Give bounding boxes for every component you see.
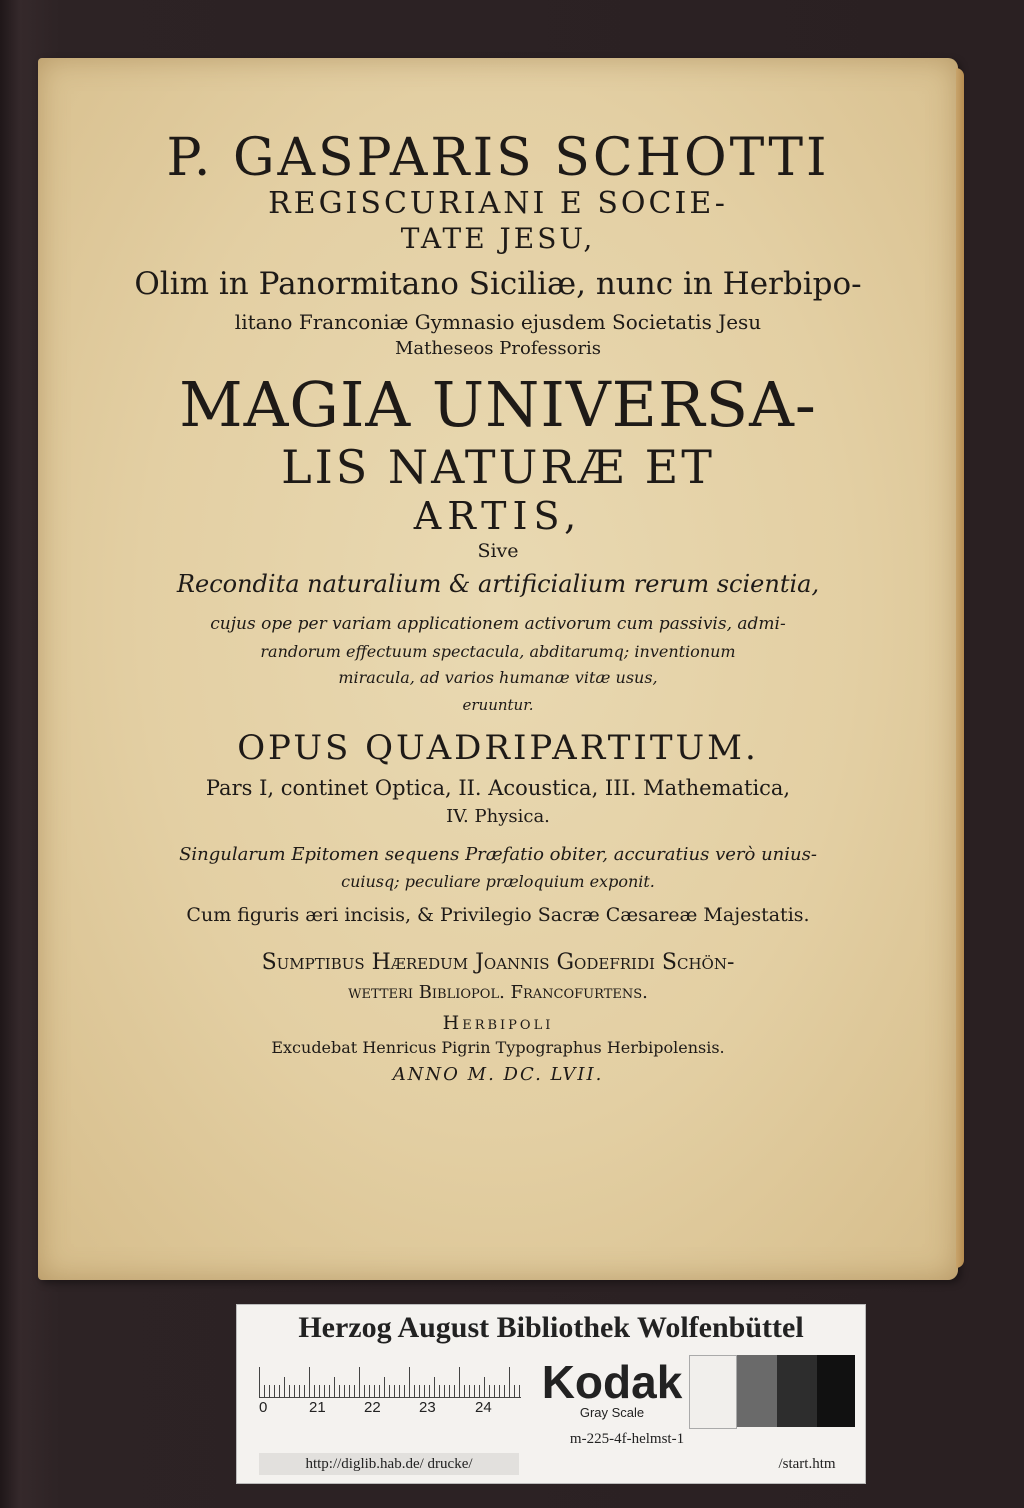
ruler-tick <box>514 1385 515 1397</box>
ruler-tick <box>429 1385 430 1397</box>
gray-strip-mid <box>737 1355 777 1427</box>
work-type: OPUS QUADRIPARTITUM. <box>237 728 759 768</box>
ruler-tick <box>444 1385 445 1397</box>
ruler-tick <box>319 1385 320 1397</box>
author-position-line-3: Matheseos Professoris <box>394 338 602 359</box>
ruler-tick <box>439 1385 440 1397</box>
ruler-tick <box>379 1385 380 1397</box>
printer-line: Excudebat Henricus Pigrin Typographus Herbipolensis. <box>271 1038 725 1057</box>
subtitle-line-2: cujus ope per variam applicationem activorum cum passivis, admi- <box>210 614 786 634</box>
ruler-tick <box>354 1385 355 1397</box>
title-page <box>38 58 958 1280</box>
ruler-tick <box>269 1385 270 1397</box>
ruler-tick <box>299 1385 300 1397</box>
ruler-tick <box>399 1385 400 1397</box>
ruler-tick <box>284 1377 285 1397</box>
card-url-left: http://diglib.hab.de/ drucke/ <box>259 1453 519 1475</box>
ruler-tick <box>519 1385 520 1397</box>
subtitle-line-5: eruuntur. <box>462 696 534 714</box>
ruler-tick <box>419 1385 420 1397</box>
gray-strip-dark <box>777 1355 817 1427</box>
gray-scale-strips <box>689 1355 855 1427</box>
ruler-tick <box>344 1385 345 1397</box>
ruler-tick <box>259 1367 260 1397</box>
ruler-tick <box>314 1385 315 1397</box>
author-position-line-1: Olim in Panormitano Siciliæ, nunc in Herbipo- <box>134 266 862 302</box>
ruler-tick <box>424 1385 425 1397</box>
subtitle-line-3: randorum effectuum spectacula, abditarumq; inventionum <box>260 642 736 661</box>
ruler-tick <box>279 1385 280 1397</box>
ruler-tick <box>264 1385 265 1397</box>
ruler-number: 0 <box>259 1399 268 1416</box>
imprint-place: Herbipoli <box>442 1012 554 1034</box>
ruler-tick <box>414 1385 415 1397</box>
kodak-logo: Kodak <box>541 1356 683 1408</box>
ruler-tick <box>459 1367 460 1397</box>
card-url-right: /start.htm <box>778 1456 836 1472</box>
ruler-tick <box>504 1385 505 1397</box>
ruler-tick <box>469 1385 470 1397</box>
ruler-tick <box>359 1367 360 1397</box>
contents-line-2: IV. Physica. <box>446 806 550 827</box>
main-title-line-3: ARTIS, <box>413 494 583 538</box>
ruler-tick <box>374 1385 375 1397</box>
imprint-year: ANNO M. DC. LVII. <box>392 1064 604 1085</box>
ruler-tick <box>364 1385 365 1397</box>
ruler-number: 22 <box>364 1399 381 1416</box>
ruler-tick <box>479 1385 480 1397</box>
ruler-number: 23 <box>419 1399 436 1416</box>
card-title: Herzog August Bibliothek Wolfenbüttel <box>298 1311 804 1344</box>
ruler-tick <box>384 1377 385 1397</box>
ruler-tick <box>489 1385 490 1397</box>
preface-line-1: Singularum Epitomen sequens Præfatio obiter, accuratius verò unius- <box>179 844 817 865</box>
ruler-tick <box>329 1385 330 1397</box>
gray-scale-label: Gray Scale <box>579 1405 645 1420</box>
ruler-tick <box>449 1385 450 1397</box>
ruler-tick <box>289 1385 290 1397</box>
ruler-tick <box>349 1385 350 1397</box>
author-society: TATE JESU, <box>400 222 596 255</box>
publisher-line-1: Sumptibus Hæredum Joannis Godefridi Schön- <box>261 950 735 975</box>
ruler-tick <box>309 1367 310 1397</box>
ruler-number: 24 <box>475 1399 492 1416</box>
main-title-line-1: MAGIA UNIVERSA- <box>179 368 817 441</box>
ruler-tick <box>404 1385 405 1397</box>
ruler-tick <box>494 1385 495 1397</box>
ruler-tick <box>394 1385 395 1397</box>
ruler-tick <box>474 1385 475 1397</box>
ruler-tick <box>434 1377 435 1397</box>
ruler-tick <box>509 1367 510 1397</box>
preface-line-2: cuiusq; peculiare præloquium exponit. <box>341 872 655 891</box>
ruler-number: 21 <box>309 1399 326 1416</box>
measurement-ruler <box>259 1357 521 1398</box>
ruler-tick <box>324 1385 325 1397</box>
calibration-card <box>236 1304 866 1484</box>
subtitle-line-4: miracula, ad varios humanæ vitæ usus, <box>338 668 658 687</box>
author-origin: REGISCURIANI E SOCIE- <box>268 186 728 221</box>
ruler-tick <box>454 1385 455 1397</box>
ruler-tick <box>464 1385 465 1397</box>
subtitle-sive: Sive <box>477 540 519 562</box>
ruler-tick <box>389 1385 390 1397</box>
ruler-tick <box>484 1377 485 1397</box>
subtitle-line-1: Recondita naturalium & artificialium rerum scientia, <box>176 570 820 598</box>
author-name: P. GASPARIS SCHOTTI <box>166 128 830 188</box>
ruler-tick <box>304 1385 305 1397</box>
ruler-tick <box>339 1385 340 1397</box>
ruler-tick <box>499 1385 500 1397</box>
contents-line-1: Pars I, continet Optica, II. Acoustica, III. Mathematica, <box>205 776 791 800</box>
gray-strip-white <box>689 1355 737 1429</box>
privilege-line: Cum figuris æri incisis, & Privilegio Sacræ Cæsareæ Majestatis. <box>186 904 810 926</box>
ruler-tick <box>294 1385 295 1397</box>
ruler-tick <box>334 1377 335 1397</box>
author-position-line-2: litano Franconiæ Gymnasio ejusdem Societatis Jesu <box>234 310 762 334</box>
gray-strip-black <box>817 1355 855 1427</box>
ruler-tick <box>274 1385 275 1397</box>
publisher-line-2: wetteri Bibliopol. Francofurtens. <box>348 982 648 1003</box>
ruler-tick <box>409 1367 410 1397</box>
ruler-numbers <box>259 1399 521 1417</box>
main-title-line-2: LIS NATURÆ ET <box>281 440 715 494</box>
card-identifier: m-225-4f-helmst-1 <box>569 1431 685 1447</box>
ruler-tick <box>369 1385 370 1397</box>
